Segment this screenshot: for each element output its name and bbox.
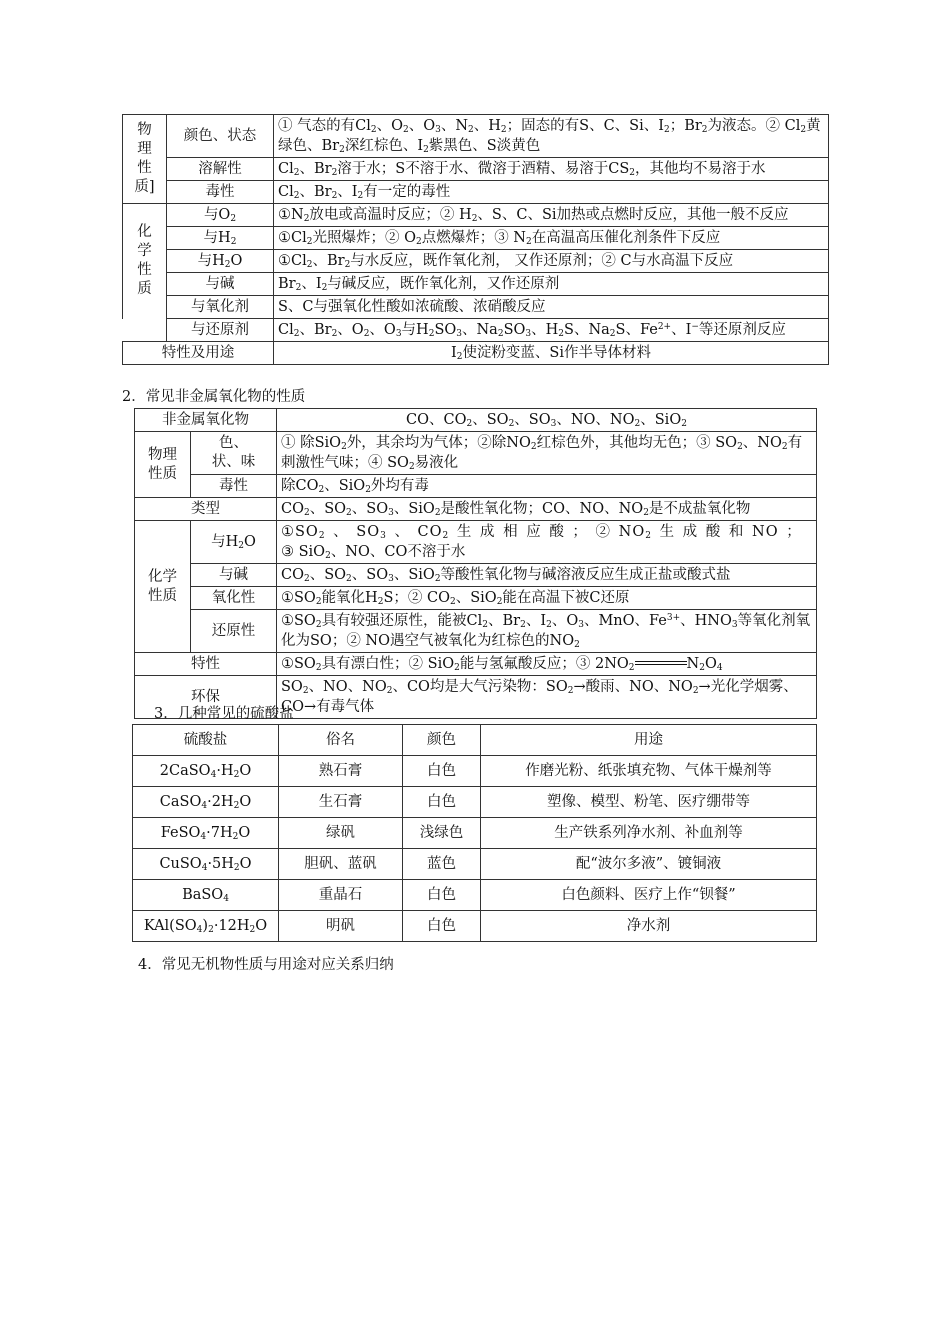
table-row bbox=[133, 818, 817, 849]
header-use: 用途 bbox=[481, 725, 817, 756]
cell-with-reductant: $Cl_2$、$Br_2$、$O_2$、$O_3$与$H_2SO_3$、$Na_2SO_3$、$H_2S$、$Na_2S$、$Fe^{2+}$、I−等还原剂反应 bbox=[274, 319, 829, 342]
cell-oxide-list: CO、$CO_2$、$SO_2$、$SO_3$、NO、$NO_2$、SiO$_2$ bbox=[277, 409, 817, 432]
cell-oxide-special: $①SO_2$具有漂白性；② SiO$_2$能与氢氟酸反应；③ $2NO_2$ $N_2O_4$ bbox=[277, 653, 817, 676]
table-row bbox=[133, 756, 817, 787]
cell-oxide-type: $CO_2$、$SO_2$、$SO_3$、SiO$_2$是酸性氧化物；CO、NO、$NO_2$是不成盐氧化物 bbox=[277, 498, 817, 521]
table-row bbox=[133, 849, 817, 880]
use-cell: 生产铁系列净水剂、补血剂等 bbox=[481, 818, 817, 849]
cell-color-state-odor: ① 除SiO$_2$外，其余均为气体；②除$NO_2$红棕色外，其他均无色；③ $SO_2$、$NO_2$有刺激性气味；④ $SO_2$易液化 bbox=[277, 432, 817, 475]
label-color-state: 颜色、状态 bbox=[167, 115, 274, 158]
cell-solubility: $Cl_2$、$Br_2$溶于水；S不溶于水、微溶于酒精、易溶于$CS_2$，其他均不易溶于水 bbox=[274, 158, 829, 181]
section-3-title: 3．几种常见的硫酸盐 bbox=[154, 706, 294, 722]
cell-environment: $SO_2$、NO、$NO_2$、CO均是大气污染物：$SO_2\to$酸雨、NO、$NO_2\to$光化学烟雾、CO→有毒气体 bbox=[277, 676, 817, 719]
cell-oxide-toxicity: 除$CO_2$、SiO$_2$外均有毒 bbox=[277, 475, 817, 498]
table-row bbox=[133, 787, 817, 818]
formula-cell: BaSO$_4$ bbox=[133, 880, 279, 911]
label-with-base: 与碱 bbox=[167, 273, 274, 296]
color-cell: 白色 bbox=[403, 756, 481, 787]
group-chemical-properties: 化 学 性 质 bbox=[123, 204, 167, 319]
label-toxicity: 毒性 bbox=[167, 181, 274, 204]
cell-with-oxidant: S、C与强氧化性酸如浓硫酸、浓硝酸反应 bbox=[274, 296, 829, 319]
label-reducing: 还原性 bbox=[191, 610, 277, 653]
color-cell: 浅绿色 bbox=[403, 818, 481, 849]
formula-cell: $KAl(SO_4)_2\cdot 12H_2O$ bbox=[133, 911, 279, 942]
header-common-name: 俗名 bbox=[279, 725, 403, 756]
group-physical-properties: 物 理 性 质] bbox=[123, 115, 167, 204]
common-name-cell: 绿矾 bbox=[279, 818, 403, 849]
common-name-cell: 生石膏 bbox=[279, 787, 403, 818]
color-cell: 白色 bbox=[403, 911, 481, 942]
label-with-h2: 与$H_2$ bbox=[167, 227, 274, 250]
group-oxide-chemical: 化学 性质 bbox=[135, 521, 191, 653]
label-nonmetal-oxides: 非金属氧化物 bbox=[135, 409, 277, 432]
common-name-cell: 重晶石 bbox=[279, 880, 403, 911]
color-cell: 白色 bbox=[403, 880, 481, 911]
label-oxide-special: 特性 bbox=[135, 653, 277, 676]
common-name-cell: 胆矾、蓝矾 bbox=[279, 849, 403, 880]
label-with-o2: 与$O_2$ bbox=[167, 204, 274, 227]
group-oxide-physical: 物理 性质 bbox=[135, 432, 191, 498]
use-cell: 白色颜料、医疗上作“钡餐” bbox=[481, 880, 817, 911]
table-row bbox=[133, 911, 817, 942]
nonmetal-oxides-table bbox=[134, 408, 817, 719]
cell-oxide-with-water: $①SO_2$ 、 $SO_3$ 、 $CO_2$ 生 成 相 应 酸 ； ② $NO_2$ 生 成 酸 和 NO ； ③ SiO$_2$、NO、CO不溶于水 bbox=[277, 521, 817, 564]
table-row bbox=[133, 880, 817, 911]
blank-cell bbox=[123, 319, 167, 342]
color-cell: 蓝色 bbox=[403, 849, 481, 880]
cell-reducing: $①SO_2$具有较强还原性，能被$Cl_2$、$Br_2$、$I_2$、$O_3$、MnO、$Fe^{3+}$、$HNO_3$等氧化剂氧化为SO；② NO遇空气被氧化为红棕色的$NO_2$ bbox=[277, 610, 817, 653]
use-cell: 作磨光粉、纸张填充物、气体干燥剂等 bbox=[481, 756, 817, 787]
color-cell: 白色 bbox=[403, 787, 481, 818]
label-special-use: 特性及用途 bbox=[123, 342, 274, 365]
formula-cell: $CaSO_4\cdot 2H_2O$ bbox=[133, 787, 279, 818]
label-color-state-odor: 色、 状、味 bbox=[191, 432, 277, 475]
label-oxide-with-base: 与碱 bbox=[191, 564, 277, 587]
cell-oxide-with-base: $CO_2$、$SO_2$、$SO_3$、SiO$_2$等酸性氧化物与碱溶液反应生成正盐或酸式盐 bbox=[277, 564, 817, 587]
use-cell: 塑像、模型、粉笔、医疗绷带等 bbox=[481, 787, 817, 818]
label-with-reductant: 与还原剂 bbox=[167, 319, 274, 342]
cell-with-base: $Br_2$、$I_2$与碱反应，既作氧化剂，又作还原剂 bbox=[274, 273, 829, 296]
common-name-cell: 明矾 bbox=[279, 911, 403, 942]
label-with-oxidant: 与氧化剂 bbox=[167, 296, 274, 319]
cell-with-h2o: $①Cl_2$、$Br_2$与水反应，既作氧化剂， 又作还原剂；② C与水高温下反应 bbox=[274, 250, 829, 273]
label-with-h2o: 与$H_2O$ bbox=[167, 250, 274, 273]
use-cell: 净水剂 bbox=[481, 911, 817, 942]
use-cell: 配“波尔多液”、镀铜液 bbox=[481, 849, 817, 880]
cell-with-o2: $①N_2$放电或高温时反应；② $H_2$、S、C、Si加热或点燃时反应，其他一般不反应 bbox=[274, 204, 829, 227]
cell-with-h2: $①Cl_2$光照爆炸；② $O_2$点燃爆炸；③ $N_2$在高温高压催化剂条件下反应 bbox=[274, 227, 829, 250]
label-oxidizing: 氧化性 bbox=[191, 587, 277, 610]
label-oxide-toxicity: 毒性 bbox=[191, 475, 277, 498]
section-2-title: 2．常见非金属氧化物的性质 bbox=[122, 389, 306, 405]
cell-oxidizing: $①SO_2$能氧化$H_2S$；② $CO_2$、SiO$_2$能在高温下被C还原 bbox=[277, 587, 817, 610]
label-environment: 环保 bbox=[135, 676, 277, 719]
common-name-cell: 熟石膏 bbox=[279, 756, 403, 787]
cell-special-use: $I_2$使淀粉变蓝、Si作半导体材料 bbox=[274, 342, 829, 365]
header-color: 颜色 bbox=[403, 725, 481, 756]
formula-cell: $2CaSO_4\cdot H_2O$ bbox=[133, 756, 279, 787]
formula-cell: $FeSO_4\cdot 7H_2O$ bbox=[133, 818, 279, 849]
formula-cell: $CuSO_4\cdot 5H_2O$ bbox=[133, 849, 279, 880]
cell-toxicity: $Cl_2$、$Br_2$、$I_2$有一定的毒性 bbox=[274, 181, 829, 204]
header-sulfate: 硫酸盐 bbox=[133, 725, 279, 756]
label-solubility: 溶解性 bbox=[167, 158, 274, 181]
label-oxide-type: 类型 bbox=[135, 498, 277, 521]
halogen-nonmetal-properties-table bbox=[122, 114, 829, 365]
equilibrium-arrow-icon bbox=[635, 659, 687, 669]
cell-color-state: ① 气态的有$Cl_2$、$O_2$、$O_3$、$N_2$、$H_2$；固态的有S、C、Si、$I_2$；$Br_2$为液态。② $Cl_2$黄绿色、$Br_2$深红棕色、$I_2$紫黑色、S淡黄色 bbox=[274, 115, 829, 158]
sulfate-salts-table bbox=[132, 724, 817, 942]
label-oxide-with-water: 与$H_2O$ bbox=[191, 521, 277, 564]
section-4-title: 4．常见无机物性质与用途对应关系归纳 bbox=[138, 957, 394, 973]
